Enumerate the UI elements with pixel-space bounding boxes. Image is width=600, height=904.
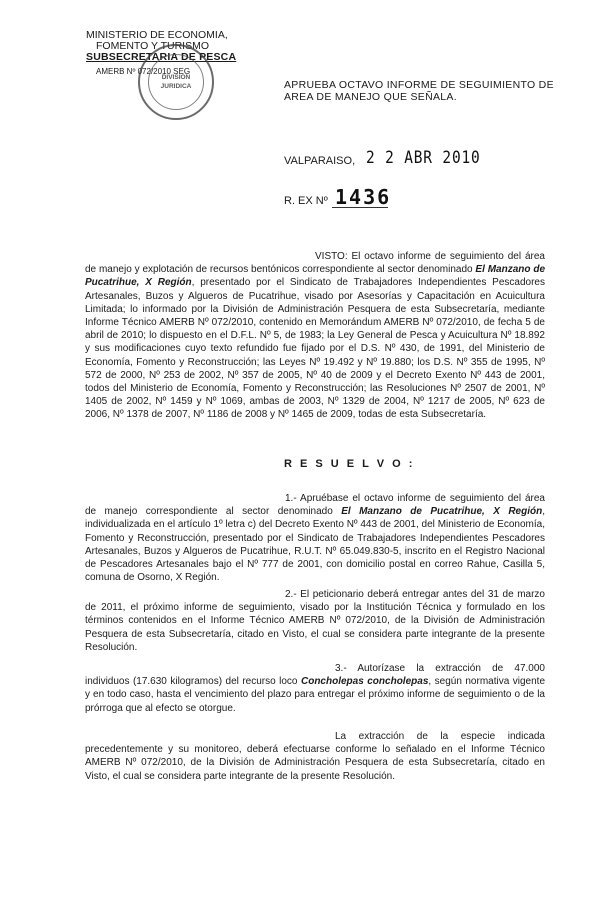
city: VALPARAISO, (284, 155, 356, 167)
resolution-subject: APRUEBA OCTAVO INFORME DE SEGUIMIENTO DE AREA DE MANEJO QUE SEÑALA. (284, 79, 554, 103)
seal-text-division: DIVISION (161, 74, 191, 81)
undersecretariat-name: SUBSECRETARIA DE PESCA (86, 51, 237, 63)
resolution-number: 1436 (335, 185, 392, 209)
item-3-species: Concholepas concholepas (300, 676, 429, 688)
visto-paragraph (85, 250, 545, 422)
resolution-item-1 (85, 492, 545, 584)
item-1-text-a: 1.- Apruébase el octavo informe de seguimiento del área de manejo correspondiente al sector denominado (85, 493, 545, 518)
visto-sector: El Manzano de Pucatrihue, X Región (85, 264, 546, 289)
resolution-item-2 (85, 588, 545, 654)
item-3-text-b: , según normativa vigente y en todo caso, hasta el vencimiento del plazo para entregar el próximo informe de seguimiento o de la prórroga que al efecto se otorgue. (85, 676, 546, 714)
ministry-name: MINISTERIO DE ECONOMIA, (86, 29, 228, 41)
resuelvo-heading: R E S U E L V O : (284, 458, 415, 470)
date-stamp: 2 2 ABR 2010 (366, 148, 481, 168)
ministry-name-cont: FOMENTO Y TURISMO (96, 40, 209, 52)
item-1-text-b: , individualizada en el artículo 1º letra c) del Decreto Exento Nº 443 de 2001, del Ministerio de Economía, Fomento y Reconstrucción, presentado por el Sindicato de Trabajadores Independientes Pescadores Artesanales, Buzos y Algueros de Pucatrihue, R.U.T. Nº 65.049.830-5, inscrito en el Registro Nacional de Pescadores Artesanales bajo el Nº 777 de 2001, con domicilio postal en correo Rahue, Casilla 5, comuna de Osorno, X Región. (85, 506, 545, 584)
resolution-item-3 (85, 662, 545, 715)
item-1-sector: El Manzano de Pucatrihue, X Región (341, 506, 543, 518)
item-3-text-a: 3.- Autorízase la extracción de 47.000 individuos (17.630 kilogramos) del recurso loco (85, 663, 545, 688)
seal-text-juridica: JURIDICA (160, 83, 192, 90)
resolution-underline (332, 207, 388, 208)
visto-lead: VISTO: (315, 251, 348, 262)
division-seal (138, 44, 214, 120)
visto-text-a: El octavo informe de seguimiento del área de manejo y explotación de recursos bentónicos correspondiente al sector denominado (85, 251, 545, 276)
reference-code: AMERB Nº 072/2010 SEG (96, 67, 191, 76)
item-2-text: 2.- El peticionario deberá entregar antes del 31 de marzo de 2011, el próximo informe de seguimiento, visado por la Institución Técnica y formulado en los términos contenidos en el Informe Técnico AMERB Nº 072/2010, de la División de Administración Pesquera de esta Subsecretaría, citado en Visto, el cual se considera parte integrante de la presente Resolución. (85, 589, 545, 653)
resolution-item-3-continuation (85, 730, 545, 783)
resolution-label: R. EX Nº (284, 195, 328, 207)
item-3-cont-text: La extracción de la especie indicada precedentemente y su monitoreo, deberá efectuarse conforme lo señalado en el Informe Técnico AMERB Nº 072/2010, de la División de Administración Pesquera de esta Subsecretaría, citado en Visto, el cual se considera parte integrante de la presente Resolución. (85, 731, 545, 782)
visto-text-b: , presentado por el Sindicato de Trabajadores Independientes Pescadores Artesanales, Buzos y Algueros de Pucatrihue, visado por Asesorías y Capacitación en Acuicultura Limitada; lo informado por la División de Administración Pesquera de esta Subsecretaría, mediante Informe Técnico AMERB Nº 072/2010, contenido en Memorándum AMERB Nº 072/2010, de fecha 5 de abril de 2010; lo dispuesto en el D.F.L. Nº 5, de 1983; la Ley General de Pesca y Acuicultura Nº 18.892 y sus modificaciones cuyo texto refundido fue fijado por el D.S. Nº 430, de 1991, del Ministerio de Economía, Fomento y Reconstrucción; las Leyes Nº 19.492 y Nº 19.880; los D.S. Nº 355 de 1995, Nº 572 de 2000, Nº 253 de 2002, Nº 357 de 2005, Nº 40 de 2009 y el Decreto Exento Nº 443 de 2001, todos del Ministerio de Economía, Fomento y Reconstrucción; las Resoluciones Nº 2507 de 2001, Nº 1405 de 2002, Nº 1459 y Nº 1069, ambas de 2003, Nº 1329 de 2004, Nº 1217 de 2005, Nº 623 de 2006, Nº 1378 de 2007, Nº 1186 de 2008 y Nº 1465 de 2009, todas de esta Subsecretaría. (85, 277, 545, 421)
